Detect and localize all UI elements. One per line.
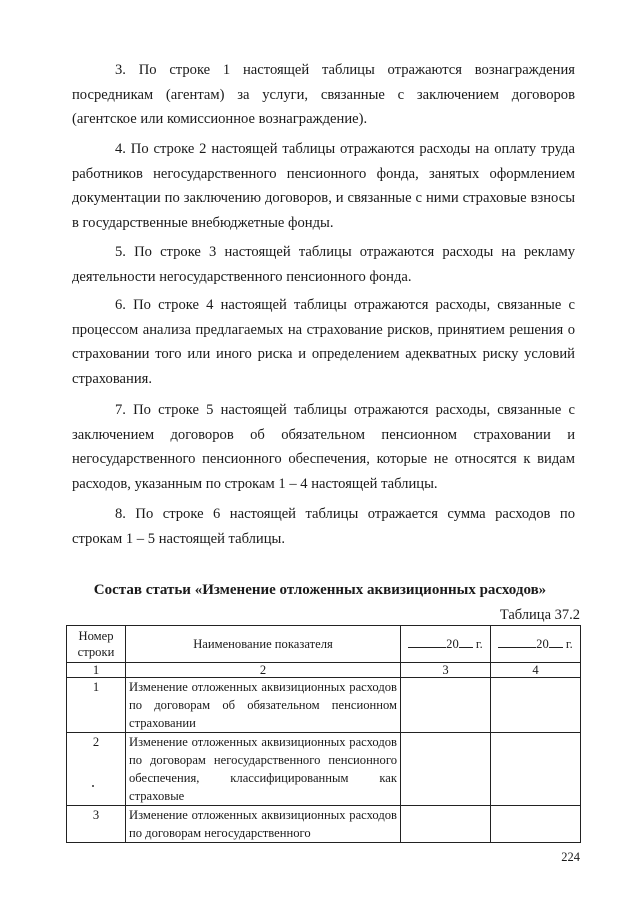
column-number: 2: [126, 663, 401, 678]
row-value: [401, 733, 491, 806]
row-value: [491, 806, 581, 843]
column-number: 1: [67, 663, 126, 678]
row-value: [491, 678, 581, 733]
data-table: [66, 625, 581, 843]
year-prefix: 20: [536, 637, 549, 651]
header-period-1: [401, 626, 491, 663]
paragraph-6: 6. По строке 4 настоящей таблицы отражаются расходы, связанные с процессом анализа предлагаемых на страхование рисков, принятием решения о страховании того или иного риска и определением адекватных риску условий страхования.: [72, 297, 575, 387]
table-row: [67, 806, 581, 843]
year-blank: [408, 636, 446, 648]
row-name: Изменение отложенных аквизиционных расходов по договорам негосударственного: [126, 806, 401, 843]
table-row: [67, 678, 581, 733]
year-blank: [498, 636, 536, 648]
scan-speck: [92, 785, 94, 787]
paragraph-7: 7. По строке 5 настоящей таблицы отражаются расходы, связанные с заключением договоров об обязательном пенсионном страховании и негосударственного пенсионного обеспечения, которые не относятся к видам расходов, указанным по строкам 1 – 4 настоящей таблицы.: [72, 402, 575, 492]
year-suffix: г.: [565, 637, 573, 651]
column-number-row: [67, 663, 581, 678]
row-value: [491, 733, 581, 806]
row-value: [401, 678, 491, 733]
year-suffix: г.: [475, 637, 483, 651]
paragraph-8: 8. По строке 6 настоящей таблицы отражается сумма расходов по строкам 1 – 5 настоящей таблицы.: [72, 506, 575, 547]
row-number: 2: [67, 733, 126, 806]
header-row-number: Номер строки: [67, 626, 126, 663]
paragraph-5: 5. По строке 3 настоящей таблицы отражаются расходы на рекламу деятельности негосударственного пенсионного фонда.: [72, 244, 575, 285]
page-number: 224: [561, 850, 580, 864]
table-heading: Состав статьи «Изменение отложенных аквизиционных расходов»: [93, 582, 547, 598]
table-header-row: [67, 626, 581, 663]
column-number: 4: [491, 663, 581, 678]
paragraph-3: 3. По строке 1 настоящей таблицы отражаются вознаграждения посредникам (агентам) за услуги, связанные с заключением договоров (агентское или комиссионное вознаграждение).: [72, 62, 575, 127]
row-value: [401, 806, 491, 843]
year-blank: [549, 636, 563, 648]
table-caption: Таблица 37.2: [499, 607, 580, 623]
row-number: 3: [67, 806, 126, 843]
year-prefix: 20: [446, 637, 459, 651]
row-name: Изменение отложенных аквизиционных расходов по договорам об обязательном пенсионном страховании: [126, 678, 401, 733]
column-number: 3: [401, 663, 491, 678]
header-indicator: Наименование показателя: [126, 626, 401, 663]
paragraph-4: 4. По строке 2 настоящей таблицы отражаются расходы на оплату труда работников негосударственного пенсионного фонда, занятых оформлением документации по заключению договоров, и связанные с ними страховые взносы в государственные внебюджетные фонды.: [72, 141, 575, 231]
year-blank: [459, 636, 473, 648]
header-period-2: [491, 626, 581, 663]
table-row: [67, 733, 581, 806]
row-name: Изменение отложенных аквизиционных расходов по договорам негосударственного пенсионного обеспечения, классифицированным как страховые: [126, 733, 401, 806]
row-number: 1: [67, 678, 126, 733]
